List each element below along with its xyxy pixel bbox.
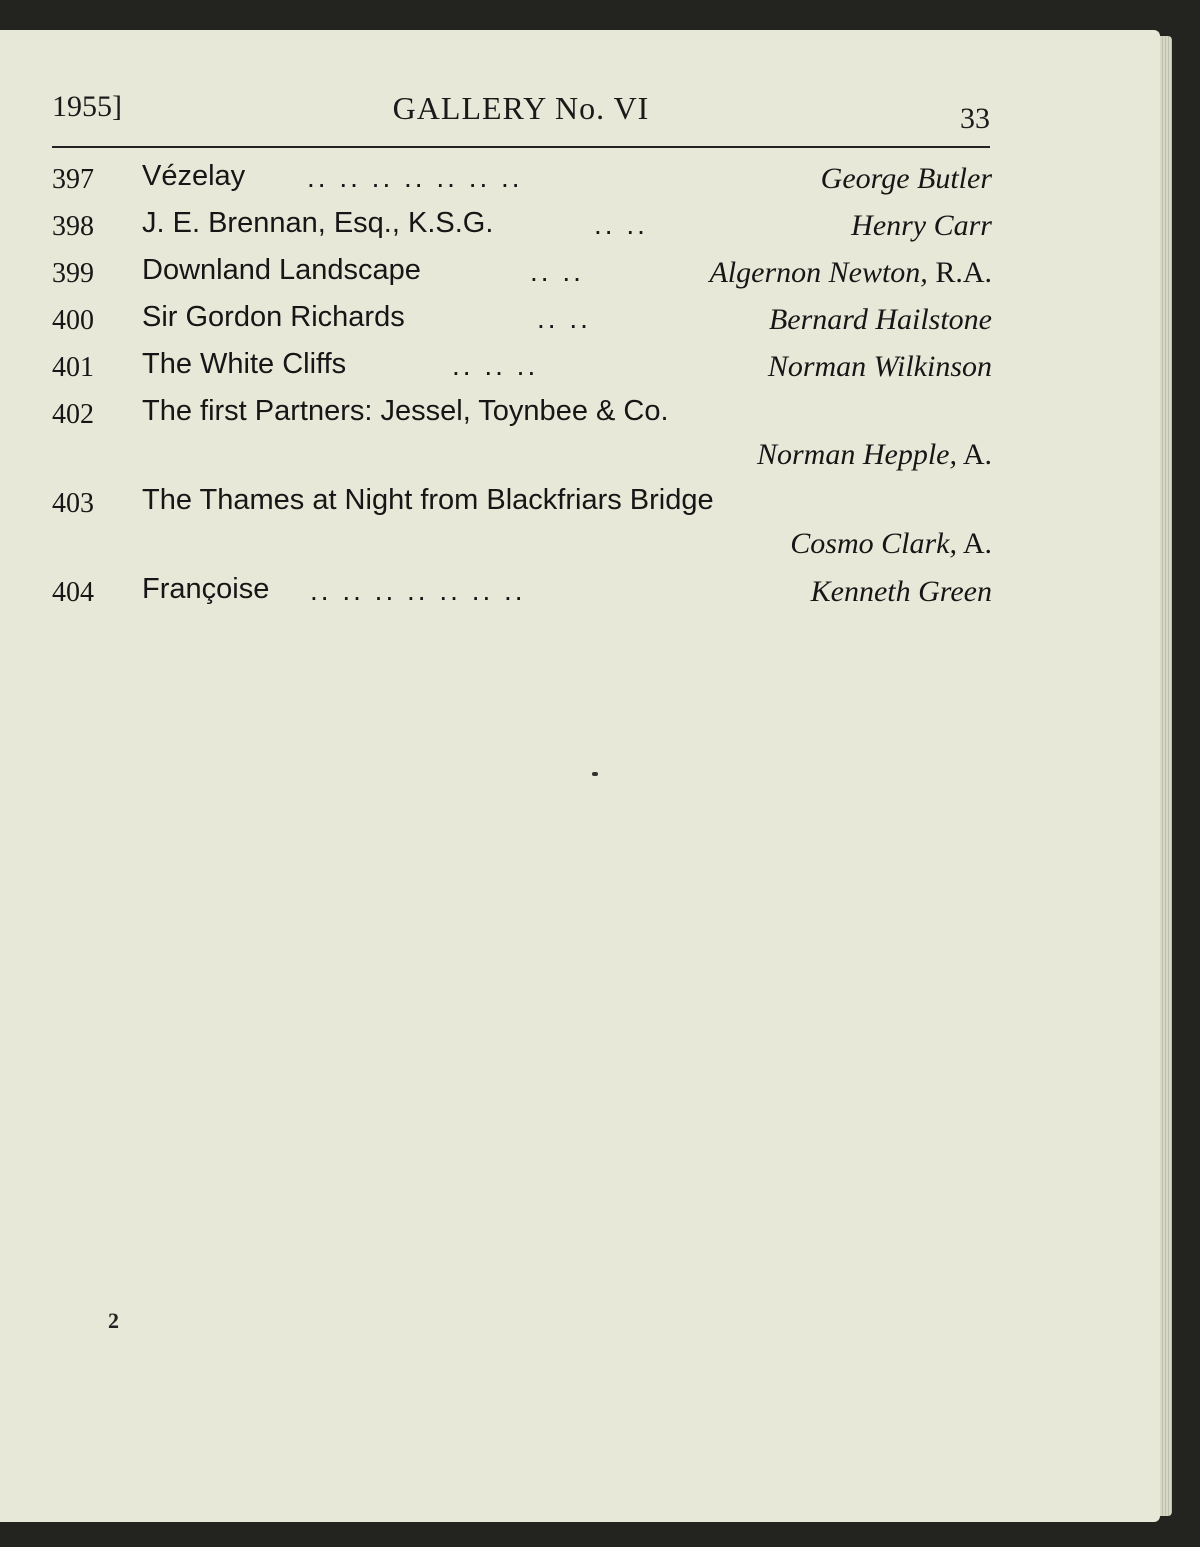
catalogue-entry <box>52 252 992 299</box>
entry-title: Sir Gordon Richards <box>142 301 405 333</box>
entry-artist: George Butler <box>820 162 992 195</box>
entry-artist: Kenneth Green <box>810 575 992 608</box>
page-edge <box>1160 36 1172 1516</box>
leader-dots: .. .. <box>530 256 584 287</box>
running-header <box>52 90 990 140</box>
entry-number: 404 <box>52 577 94 608</box>
catalogue-entry <box>52 571 992 618</box>
catalogue-entries <box>52 158 992 618</box>
leader-dots: .. .. <box>537 303 591 334</box>
entry-number: 402 <box>52 399 94 430</box>
leader-dots: .. .. .. .. .. .. .. <box>307 162 523 193</box>
leader-dots: .. .. .. .. .. .. .. <box>310 575 526 606</box>
entry-artist: Norman Wilkinson <box>767 350 992 383</box>
header-rule <box>52 146 990 148</box>
entry-artist: Algernon Newton, R.A. <box>709 256 992 289</box>
leader-dots: .. .. <box>594 209 648 240</box>
entry-title: Vézelay <box>142 160 246 192</box>
entry-artist: Cosmo Clark, A. <box>790 527 992 560</box>
entry-number: 401 <box>52 352 94 383</box>
print-speck <box>592 772 598 776</box>
page-number: 33 <box>960 102 990 135</box>
header-year: 1955] <box>52 90 122 123</box>
signature-folio: 2 <box>108 1308 119 1333</box>
catalogue-entry <box>52 346 992 393</box>
catalogue-entry <box>52 482 992 571</box>
entry-number: 403 <box>52 488 94 519</box>
entry-title: The White Cliffs <box>142 348 347 380</box>
entry-title: J. E. Brennan, Esq., K.S.G. <box>142 207 494 239</box>
catalogue-entry <box>52 299 992 346</box>
entry-title: Françoise <box>142 573 270 605</box>
catalogue-entry <box>52 205 992 252</box>
entry-title: The Thames at Night from Blackfriars Bridge <box>142 484 714 516</box>
catalogue-entry <box>52 393 992 482</box>
entry-number: 398 <box>52 211 94 242</box>
entry-title: Downland Landscape <box>142 254 421 286</box>
entry-artist: Bernard Hailstone <box>768 303 992 336</box>
leader-dots: .. .. .. <box>452 350 539 381</box>
header-gallery-title: GALLERY No. VI <box>392 90 650 126</box>
entry-number: 400 <box>52 305 94 336</box>
entry-artist: Norman Hepple, A. <box>757 438 992 471</box>
entry-number: 397 <box>52 164 94 195</box>
entry-artist: Henry Carr <box>851 209 992 242</box>
entry-number: 399 <box>52 258 94 289</box>
entry-title: The first Partners: Jessel, Toynbee & Co. <box>142 395 669 427</box>
catalogue-entry <box>52 158 992 205</box>
